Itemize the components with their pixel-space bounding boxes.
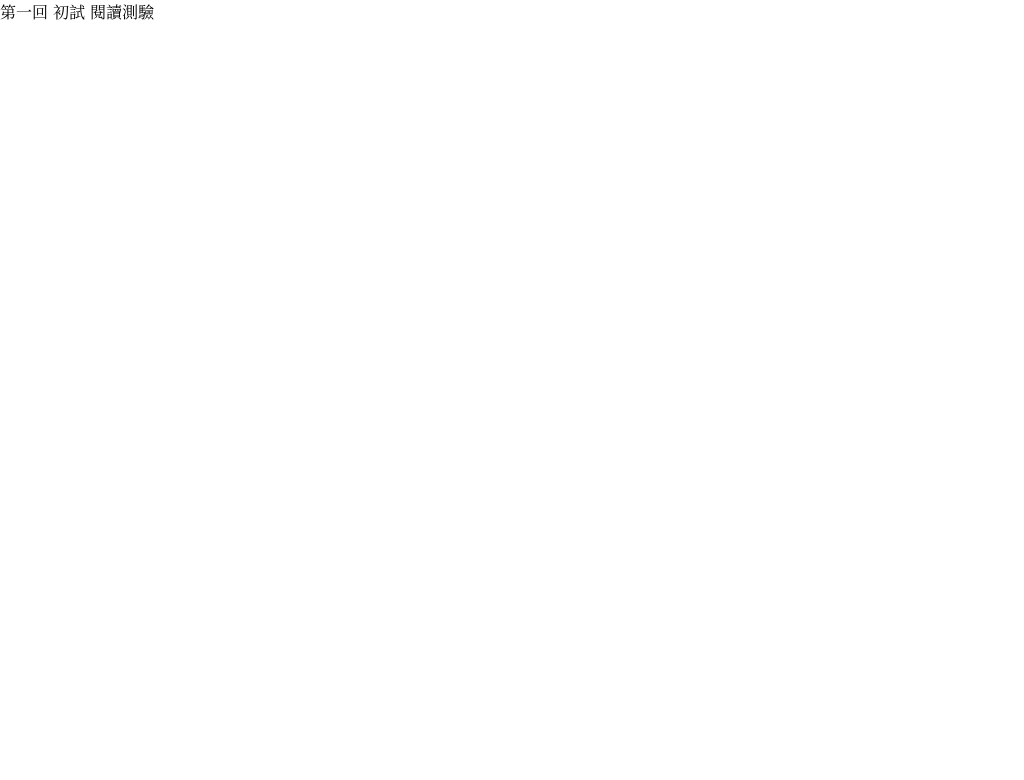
title: 第一回 初試 閱讀測驗 [0, 3, 155, 22]
